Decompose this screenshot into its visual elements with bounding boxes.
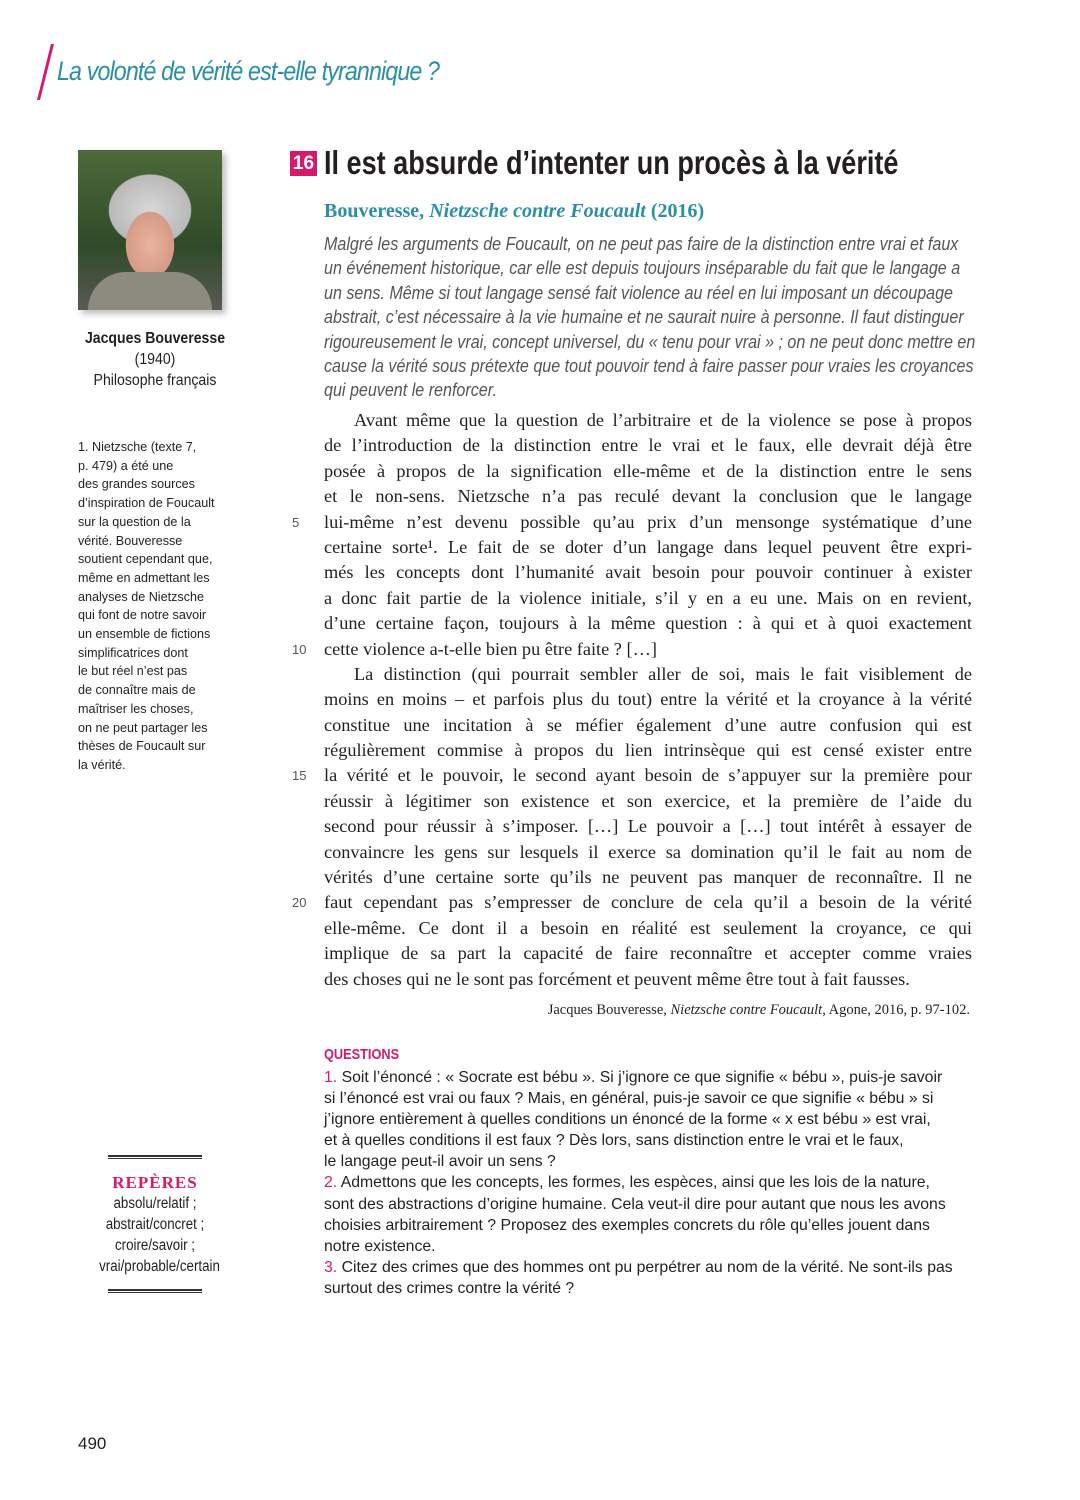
source-author: Bouveresse, <box>324 200 430 222</box>
line-text: lui-même n’est devenu possible qu’au prix d’un mensonge systématique d’une <box>324 511 972 532</box>
line-number: 5 <box>292 514 300 530</box>
line-text: et le non-sens. Nietzsche n’a pas reculé devant la conclusion que le langage <box>324 486 972 507</box>
footnote-line: 1. Nietzsche (texte 7, <box>78 440 197 454</box>
footnote-line: on ne peut partager les <box>78 720 208 735</box>
excerpt-body <box>292 408 972 992</box>
line-text: a donc fait partie de la violence initiale, s’il y en a eu une. Mais on en revient, <box>324 587 972 608</box>
intro-line: rigoureusement le vrai, concept universel, du « tenu pour vrai » ; on ne peut donc mettre en <box>324 330 976 352</box>
reperes-box <box>90 1155 220 1293</box>
text-line <box>324 840 972 865</box>
footnote-line: analyses de Nietzsche <box>78 589 205 604</box>
question-line <box>324 1088 984 1109</box>
footnote-line: thèses de Foucault sur <box>78 739 206 754</box>
text-line <box>324 713 972 738</box>
question-text: Soit l’énoncé : « Socrate est bébu ». Si j’ignore ce que signifie « bébu », puis-je savoir <box>337 1069 943 1086</box>
text-title: Il est absurde d’intenter un procès à la vérité <box>324 144 899 181</box>
line-text: de l’introduction de la distinction entre le vrai et le faux, elle devrait déjà être <box>324 435 972 456</box>
footnote-line: un ensemble de fictions <box>78 627 211 642</box>
intro-line: un sens. Même si tout langage sensé fait violence au réel en lui imposant un découpage <box>324 281 954 303</box>
text-line <box>324 916 972 941</box>
intro-line: qui peuvent le renforcer. <box>324 379 497 401</box>
reperes-item: croire/savoir ; <box>114 1237 196 1254</box>
question-text: notre existence. <box>324 1237 436 1255</box>
question-text: Admettons que les concepts, les formes, les espèces, ainsi que les lois de la nature, <box>337 1174 930 1192</box>
question-text: choisies arbitrairement ? Proposez des exemples concrets du rôle qu’elles jouent dans <box>324 1216 930 1234</box>
author-photo <box>78 150 222 310</box>
question-line <box>324 1109 984 1130</box>
footnote-line: de connaître mais de <box>78 683 196 698</box>
text-line <box>324 484 972 509</box>
footnote-line: maîtriser les choses, <box>78 701 194 716</box>
text-line <box>324 560 972 585</box>
ref-author: Jacques Bouveresse, <box>547 1002 671 1018</box>
line-text: Avant même que la question de l’arbitraire et de la violence se pose à propos <box>354 410 972 430</box>
questions-list <box>324 1067 984 1299</box>
text-line <box>324 586 972 611</box>
line-text: faut cependant pas s’empresser de conclure de cela qu’il a besoin de la vérité <box>324 892 972 913</box>
text-line <box>324 662 972 687</box>
line-text: second pour réussir à s’imposer. […] Le pouvoir a […] tout intérêt à essayer de <box>324 816 972 837</box>
question-number: 2. <box>324 1174 338 1192</box>
question-text: sont des abstractions d’origine humaine. Cela veut-il dire pour autant que nous les avons <box>324 1195 946 1213</box>
question-line <box>324 1215 984 1236</box>
question-text: si l’énoncé est vrai ou faux ? Mais, en général, puis-je savoir ce que signifie « bébu » si <box>324 1090 934 1108</box>
divider <box>108 1155 202 1159</box>
reperes-item: absolu/relatif ; <box>113 1195 197 1212</box>
line-number: 15 <box>292 768 307 784</box>
line-text: implique de sa part la capacité de faire reconnaître et accepter comme vraies <box>324 943 972 964</box>
question-text: le langage peut-il avoir un sens ? <box>324 1153 556 1171</box>
line-text: réussir à légitimer son existence et son exercice, et la première de l’aide du <box>324 790 972 811</box>
author-caption <box>71 328 238 391</box>
footnote-line: simplificatrices dont <box>78 645 188 660</box>
text-line <box>292 637 972 662</box>
question-line <box>324 1172 984 1193</box>
intro-line: Malgré les arguments de Foucault, on ne peut pas faire de la distinction entre vrai et faux <box>324 233 959 254</box>
text-line <box>324 611 972 636</box>
line-text: des choses qui ne le sont pas forcément et peuvent même être tout à fait fausses. <box>324 968 910 989</box>
question-text: Citez des crimes que des hommes ont pu perpétrer au nom de la vérité. Ne sont-ils pas <box>337 1258 953 1276</box>
question-line <box>324 1151 984 1172</box>
text-line <box>292 890 972 915</box>
intro-summary <box>324 232 976 403</box>
question-number: 1. <box>324 1069 338 1086</box>
question-line <box>324 1278 984 1299</box>
line-text: la vérité et le pouvoir, le second ayant besoin de s’appuyer sur la première pour <box>324 765 972 786</box>
intro-line: abstrait, c’est nécessaire à la vie humaine et ne saurait nuire à personne. Il faut distinguer <box>324 306 964 328</box>
line-text: cette violence a-t-elle bien pu être faite ? […] <box>324 638 657 659</box>
text-line <box>324 535 972 560</box>
question-line <box>324 1236 984 1257</box>
ref-publisher: , Agone, 2016, p. 97-102. <box>822 1002 970 1018</box>
line-text: elle-même. Ce dont il a besoin en réalité est seulement la croyance, ce qui <box>324 917 972 938</box>
text-line <box>324 814 972 839</box>
footnote-line: la vérité. <box>78 757 126 772</box>
line-number: 10 <box>292 641 307 657</box>
line-text: constitue une incitation à se méfier également d’une autre confusion qui est <box>324 714 972 735</box>
line-text: més les concepts dont l’humanité avait besoin pour pouvoir continuer à exister <box>324 562 972 583</box>
text-line <box>324 865 972 890</box>
source-year: (2016) <box>645 200 705 222</box>
line-text: d’une certaine façon, toujours à la même question : à qui et à quoi exactement <box>324 613 972 634</box>
ref-work: Nietzsche contre Foucault <box>670 1002 823 1018</box>
author-role: Philosophe français <box>93 372 217 389</box>
question-text: j’ignore entièrement à quelles conditions un énoncé de la forme « x est bébu » est vrai, <box>324 1111 931 1129</box>
text-line <box>324 408 972 433</box>
footnote-line: d’inspiration de Foucault <box>78 496 215 511</box>
footnote-line: le but réel n’est pas <box>78 664 188 679</box>
text-line <box>324 433 972 458</box>
author-name: Jacques Bouveresse <box>84 330 226 347</box>
text-line <box>324 941 972 966</box>
questions-title: QUESTIONS <box>324 1046 400 1063</box>
line-number: 20 <box>292 895 307 911</box>
page-number: 490 <box>78 1434 107 1453</box>
text-line <box>324 967 972 992</box>
divider <box>108 1289 202 1293</box>
question-number: 3. <box>324 1258 338 1276</box>
text-line <box>292 763 972 788</box>
text-line <box>324 459 972 484</box>
question-text: surtout des crimes contre la vérité ? <box>324 1279 575 1297</box>
line-text: moins en moins – et parfois plus du tout) entre la vérité et la croyance à la vérité <box>324 689 972 710</box>
question-line <box>324 1194 984 1215</box>
footnote-line: sur la question de la <box>78 514 191 529</box>
line-text: régulièrement commise à propos du lien intrinsèque qui est censé exister entre <box>324 740 972 761</box>
footnote-line: qui font de notre savoir <box>78 608 207 623</box>
text-line <box>324 789 972 814</box>
intro-line: cause la vérité sous prétexte que tout pouvoir tend à faire passer pour vraies les croyances <box>324 355 974 377</box>
reperes-item: abstrait/concret ; <box>105 1216 205 1233</box>
accent-slash <box>37 44 54 100</box>
text-line <box>292 510 972 535</box>
chapter-title: La volonté de vérité est-elle tyrannique ? <box>57 56 440 86</box>
reperes-title: REPÈRES <box>112 1173 198 1192</box>
question-line <box>324 1257 984 1278</box>
line-text: La distinction (qui pourrait sembler aller de soi, mais le fait visiblement de <box>354 663 972 684</box>
question-text: et à quelles conditions il est faux ? Dès lors, sans distinction entre le vrai et le faux, <box>324 1132 904 1150</box>
footnote <box>78 438 238 775</box>
question-line <box>324 1067 984 1088</box>
reperes-item: vrai/probable/certain <box>99 1258 220 1275</box>
source-work: Nietzsche contre Foucault <box>429 200 646 222</box>
question-line <box>324 1130 984 1151</box>
line-text: vérités d’une certaine sorte qu’ils ne peuvent pas manquer de reconnaître. Il ne <box>324 867 972 888</box>
text-source <box>324 200 704 223</box>
line-text: certaine sorte¹. Le fait de se doter d’un langage dans lequel peuvent être expri- <box>324 536 972 557</box>
intro-line: un événement historique, car elle est depuis toujours inséparable du fait que le langage a <box>324 257 961 279</box>
text-number-badge: 16 <box>290 151 317 176</box>
footnote-line: p. 479) a été une <box>78 458 174 473</box>
footnote-line: vérité. Bouveresse <box>78 533 183 548</box>
footnote-line: soutient cependant que, <box>78 552 213 567</box>
footnote-line: même en admettant les <box>78 570 210 585</box>
line-text: convaincre les gens sur lesquels il exerce sa domination qu’il le fait au nom de <box>324 841 972 862</box>
author-dates: (1940) <box>134 351 176 368</box>
text-line <box>324 738 972 763</box>
text-line <box>324 687 972 712</box>
footnote-line: des grandes sources <box>78 477 195 492</box>
line-text: posée à propos de la signification elle-même et de la distinction entre le sens <box>324 460 972 481</box>
citation-reference <box>548 1002 970 1019</box>
